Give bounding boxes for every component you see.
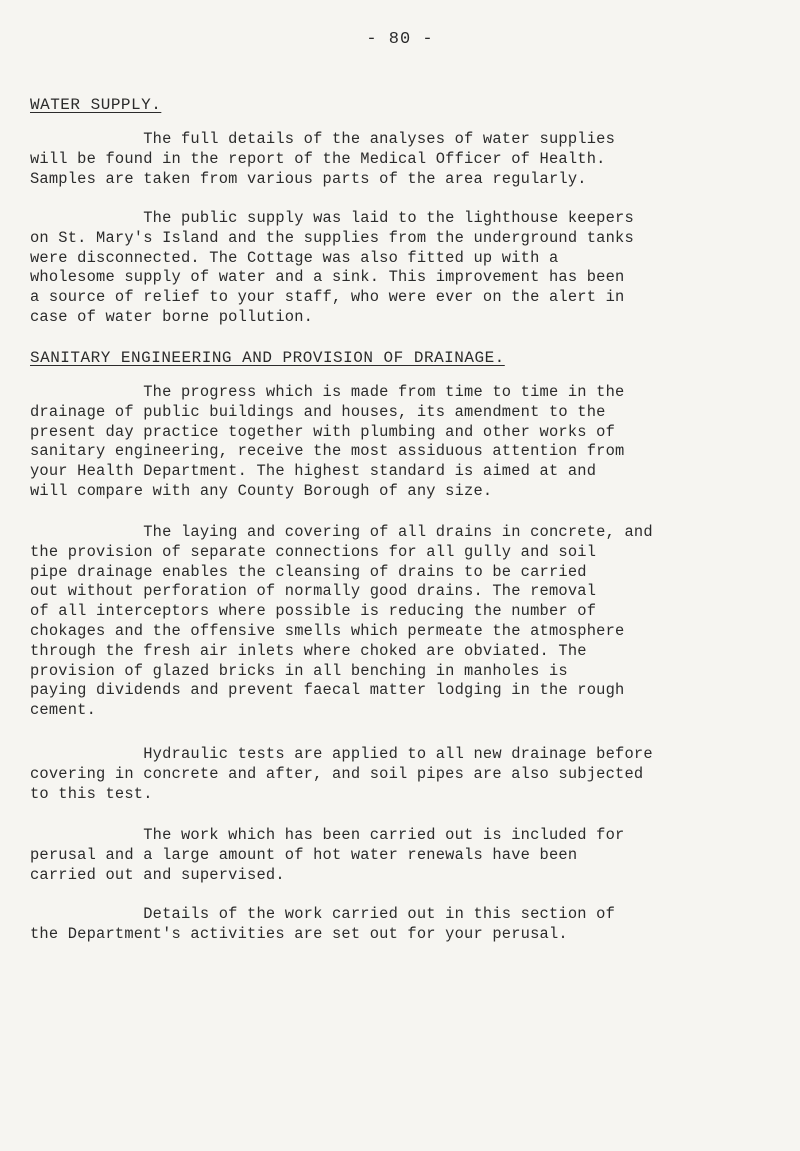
paragraph-drainage-progress: The progress which is made from time to time in the drainage of public buildings and houses, its amendment to the present day practice together with plumbing and other works of sanitary engineering, receive the most assiduous attention from your Health Department. The highest standard is aimed at and will compare with any County Borough of any size. <box>30 383 625 500</box>
paragraph-public-supply: The public supply was laid to the lighthouse keepers on St. Mary's Island and the supplies from the underground tanks were disconnected. The Cottage was also fitted up with a wholesome supply of water and a sink. This improvement has been a source of relief to your staff, who were ever on the alert in case of water borne pollution. <box>30 209 634 326</box>
paragraph-hydraulic-tests: Hydraulic tests are applied to all new drainage before covering in concrete and after, and soil pipes are also subjected to this test. <box>30 745 653 803</box>
paragraph-drain-laying: The laying and covering of all drains in concrete, and the provision of separate connections for all gully and soil pipe drainage enables the cleansing of drains to be carried out without perforation of normally good drains. The removal of all interceptors where possible is reducing the number of chokages and the offensive smells which permeate the atmosphere through the fresh air inlets where choked are obviated. The provision of glazed bricks in all benching in manholes is paying dividends and prevent faecal matter lodging in the rough cement. <box>30 523 653 720</box>
section-heading-sanitary-engineering: SANITARY ENGINEERING AND PROVISION OF DRAINAGE. <box>30 349 505 367</box>
section-heading-water-supply: WATER SUPPLY. <box>30 96 162 114</box>
paragraph-water-analyses: The full details of the analyses of water supplies will be found in the report of the Medical Officer of Health. Samples are taken from various parts of the area regularly. <box>30 130 616 188</box>
paragraph-work-carried-out: The work which has been carried out is included for perusal and a large amount of hot water renewals have been carried out and supervised. <box>30 826 625 884</box>
page-number: - 80 - <box>366 30 434 49</box>
paragraph-details: Details of the work carried out in this section of the Department's activities are set out for your perusal. <box>30 905 616 943</box>
